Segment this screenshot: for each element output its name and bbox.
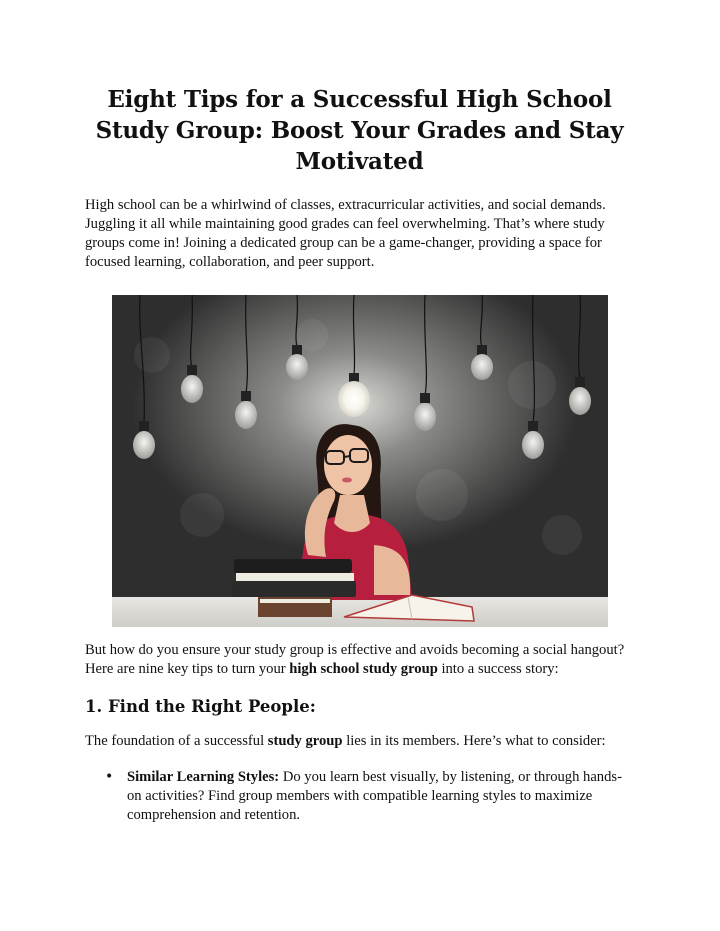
foundation-text-start: The foundation of a successful (85, 733, 268, 749)
section-heading-find-people: 1. Find the Right People: (85, 697, 316, 716)
bullet-icon: • (105, 769, 114, 785)
question-text-end: into a success story: (437, 661, 559, 677)
list-item (105, 768, 634, 825)
intro-paragraph: High school can be a whirlwind of classes, extracurricular activities, and social demands. Juggling it all while maintaining good grades can feel overwhelming. That’s where study groups come in! Joining a dedicated group can be a game-changer, providing a space for focused learning, collaboration, and peer support. (85, 197, 606, 270)
question-paragraph (85, 641, 634, 679)
foundation-paragraph (85, 732, 634, 751)
foundation-text-end: lies in its members. Here’s what to consider: (342, 733, 606, 749)
bullet-text: Do you learn best visually, by listening, or through hands-on activities? Find group members with compatible learning styles to maximize comprehension and retention. (127, 769, 622, 823)
student-lightbulbs-photo (112, 295, 608, 627)
bullet-label: Similar Learning Styles: (127, 769, 280, 785)
article-title: Eight Tips for a Successful High School Study Group: Boost Your Grades and Stay Motivated (95, 86, 624, 175)
tips-list (85, 768, 634, 825)
keyword-study-group: high school study group (289, 661, 438, 677)
keyword-study-group-inline: study group (267, 733, 343, 749)
question-text-start: But how do you ensure your study group is effective and avoids becoming a social hangout? Here are nine key tips to turn your (85, 642, 625, 677)
